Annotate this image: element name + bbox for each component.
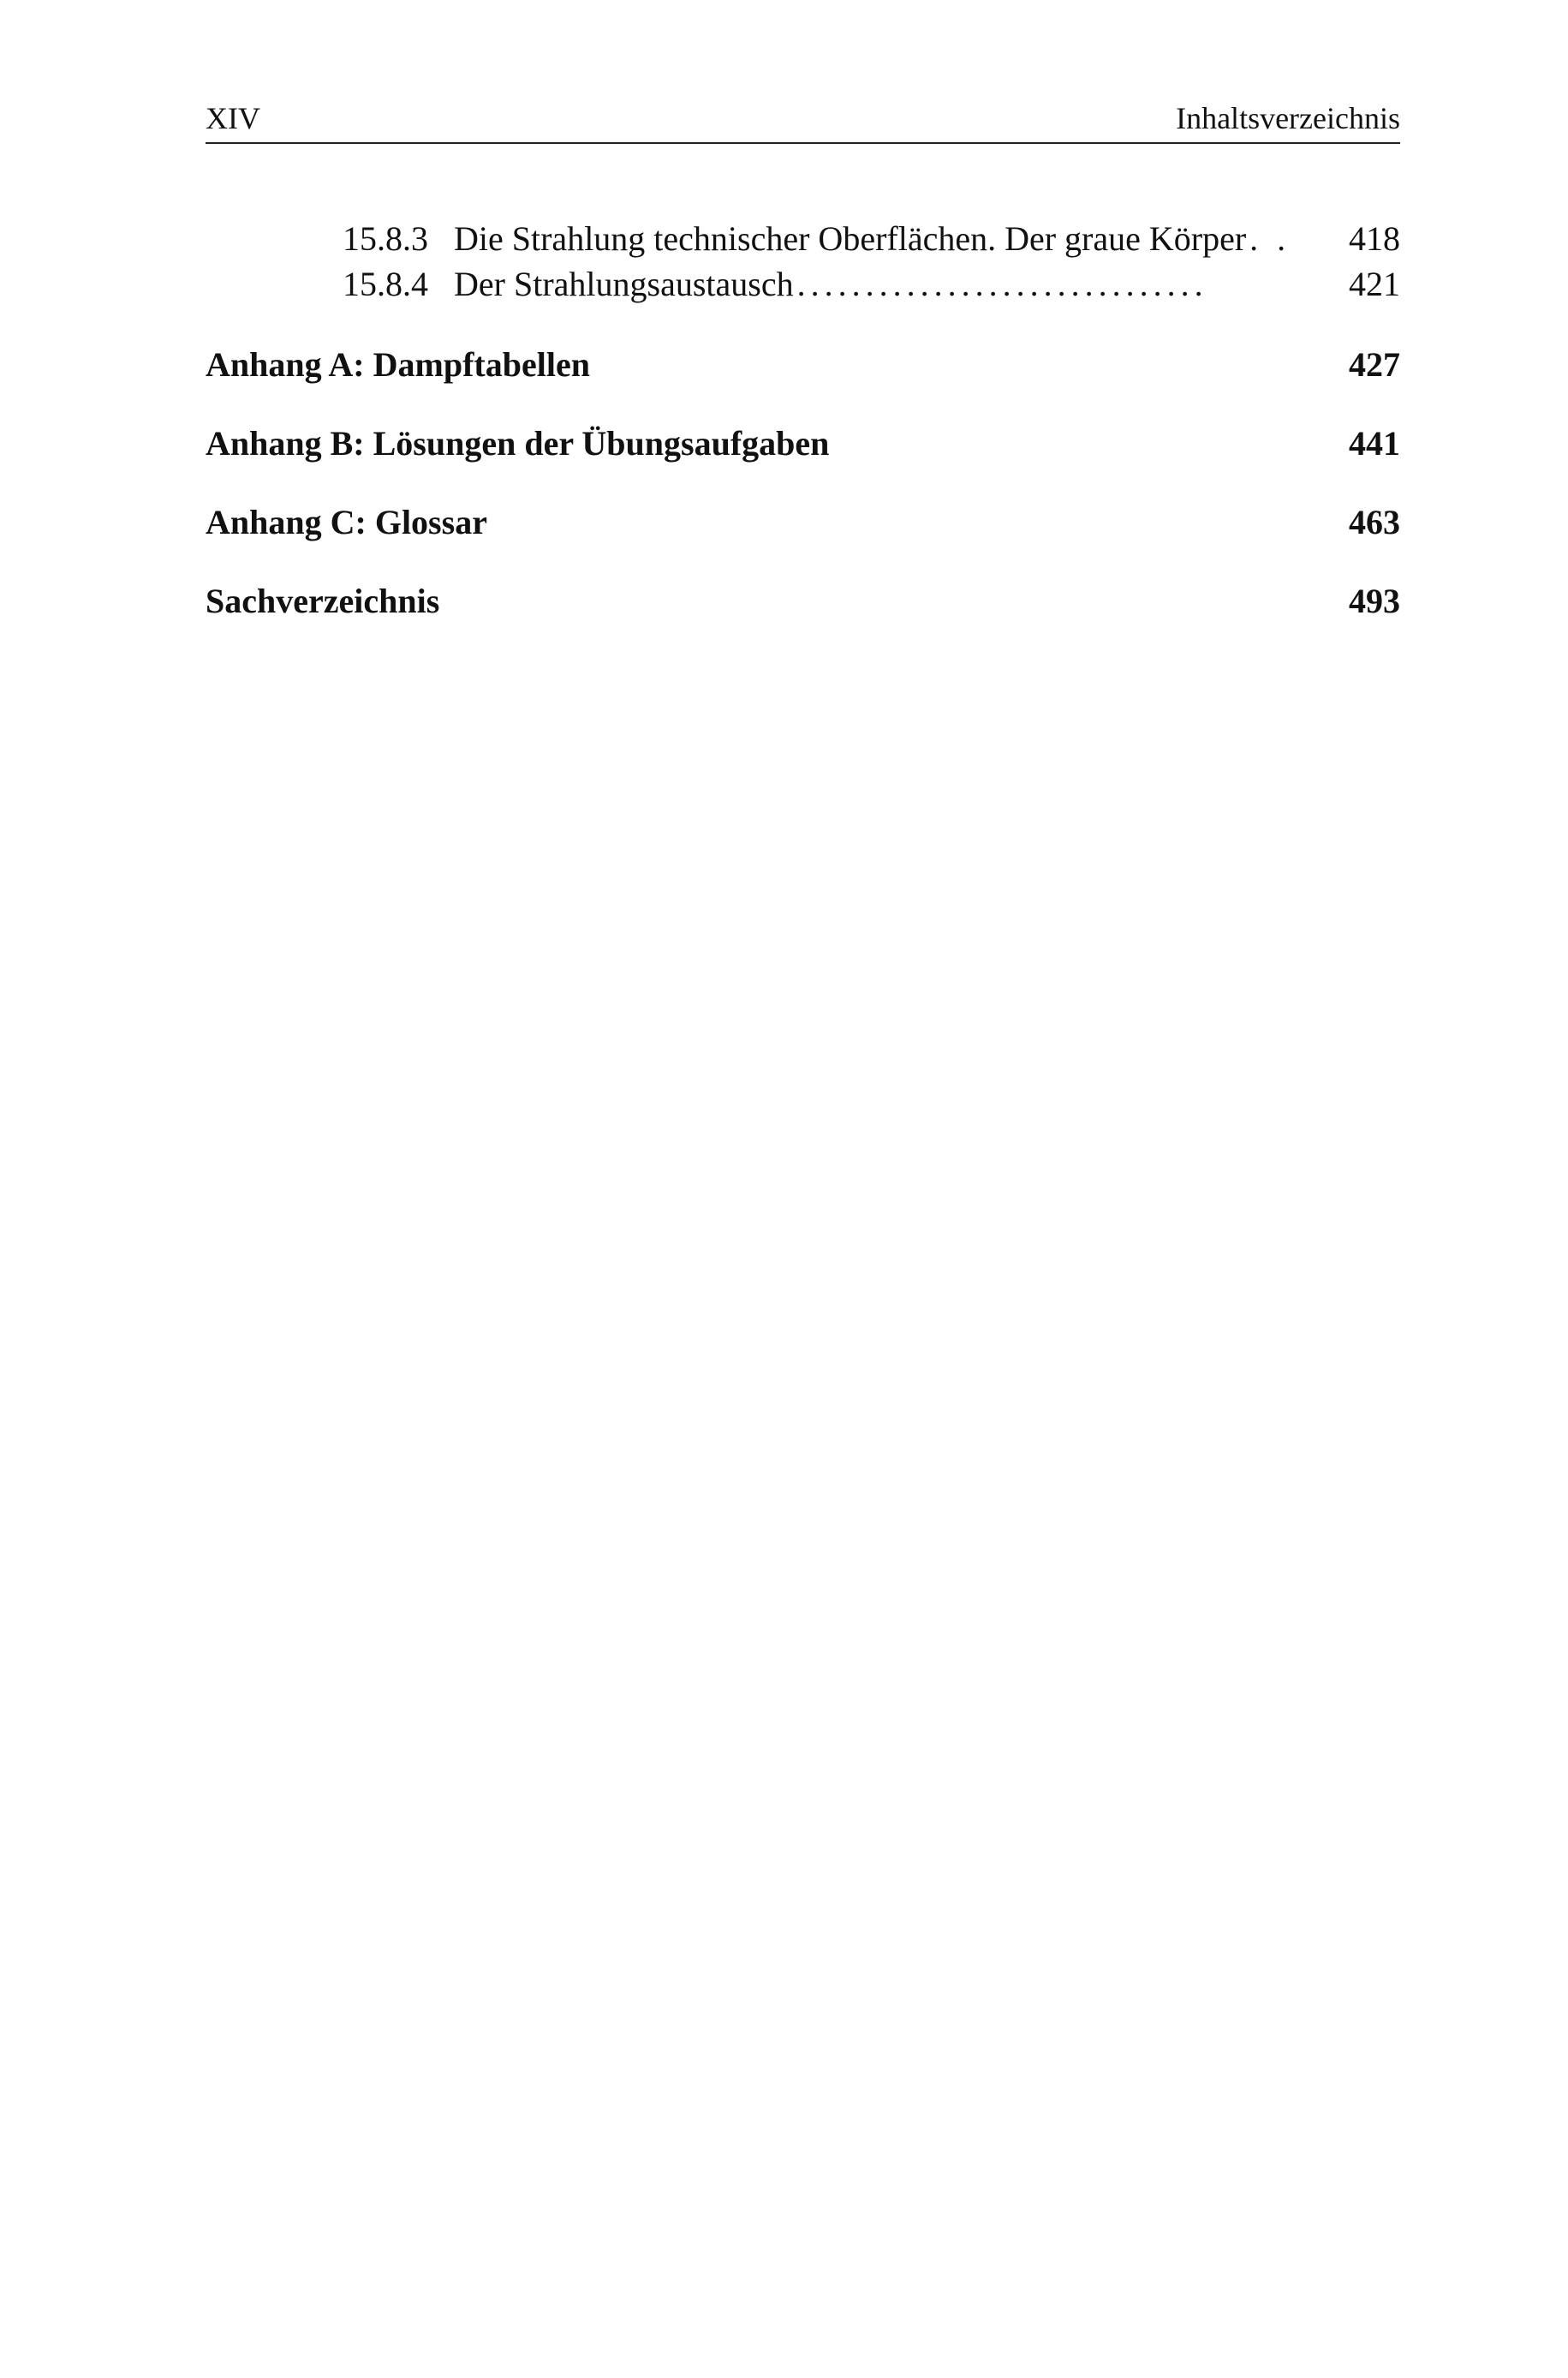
running-title: Inhaltsverzeichnis — [1176, 101, 1400, 135]
toc-entry-page: 427 — [1349, 345, 1400, 384]
page-folio: XIV — [206, 101, 260, 135]
toc-entry-appendix-b — [206, 421, 1400, 466]
toc-subentry-page: 421 — [1349, 265, 1400, 303]
toc-entry-title: Anhang B: Lösungen der Übungsaufgaben — [206, 424, 830, 463]
toc-subentry-number: 15.8.4 — [343, 265, 428, 303]
toc-entry-appendix-c — [206, 500, 1400, 545]
toc-subentry — [343, 218, 1400, 260]
toc-dot-leader: .............................. — [796, 265, 1208, 303]
toc-entry-title: Anhang C: Glossar — [206, 503, 487, 541]
toc-dot-leader: . . — [1249, 219, 1291, 258]
toc-entry-index — [206, 579, 1400, 624]
toc-entry-page: 493 — [1349, 582, 1400, 620]
toc-subentry — [343, 263, 1400, 306]
toc-entry-page: 463 — [1349, 503, 1400, 541]
page-header — [206, 94, 1400, 144]
toc-subentry-number: 15.8.3 — [343, 219, 428, 258]
toc-subentry-page: 418 — [1349, 219, 1400, 258]
toc-subentry-title: Die Strahlung technischer Oberflächen. Der graue Körper — [454, 219, 1247, 258]
toc-entry-appendix-a — [206, 343, 1400, 387]
toc-entry-title: Anhang A: Dampftabellen — [206, 345, 590, 384]
toc-entry-page: 441 — [1349, 424, 1400, 463]
toc-entry-title: Sachverzeichnis — [206, 582, 440, 620]
toc-subentry-title: Der Strahlungsaustausch — [454, 265, 794, 303]
